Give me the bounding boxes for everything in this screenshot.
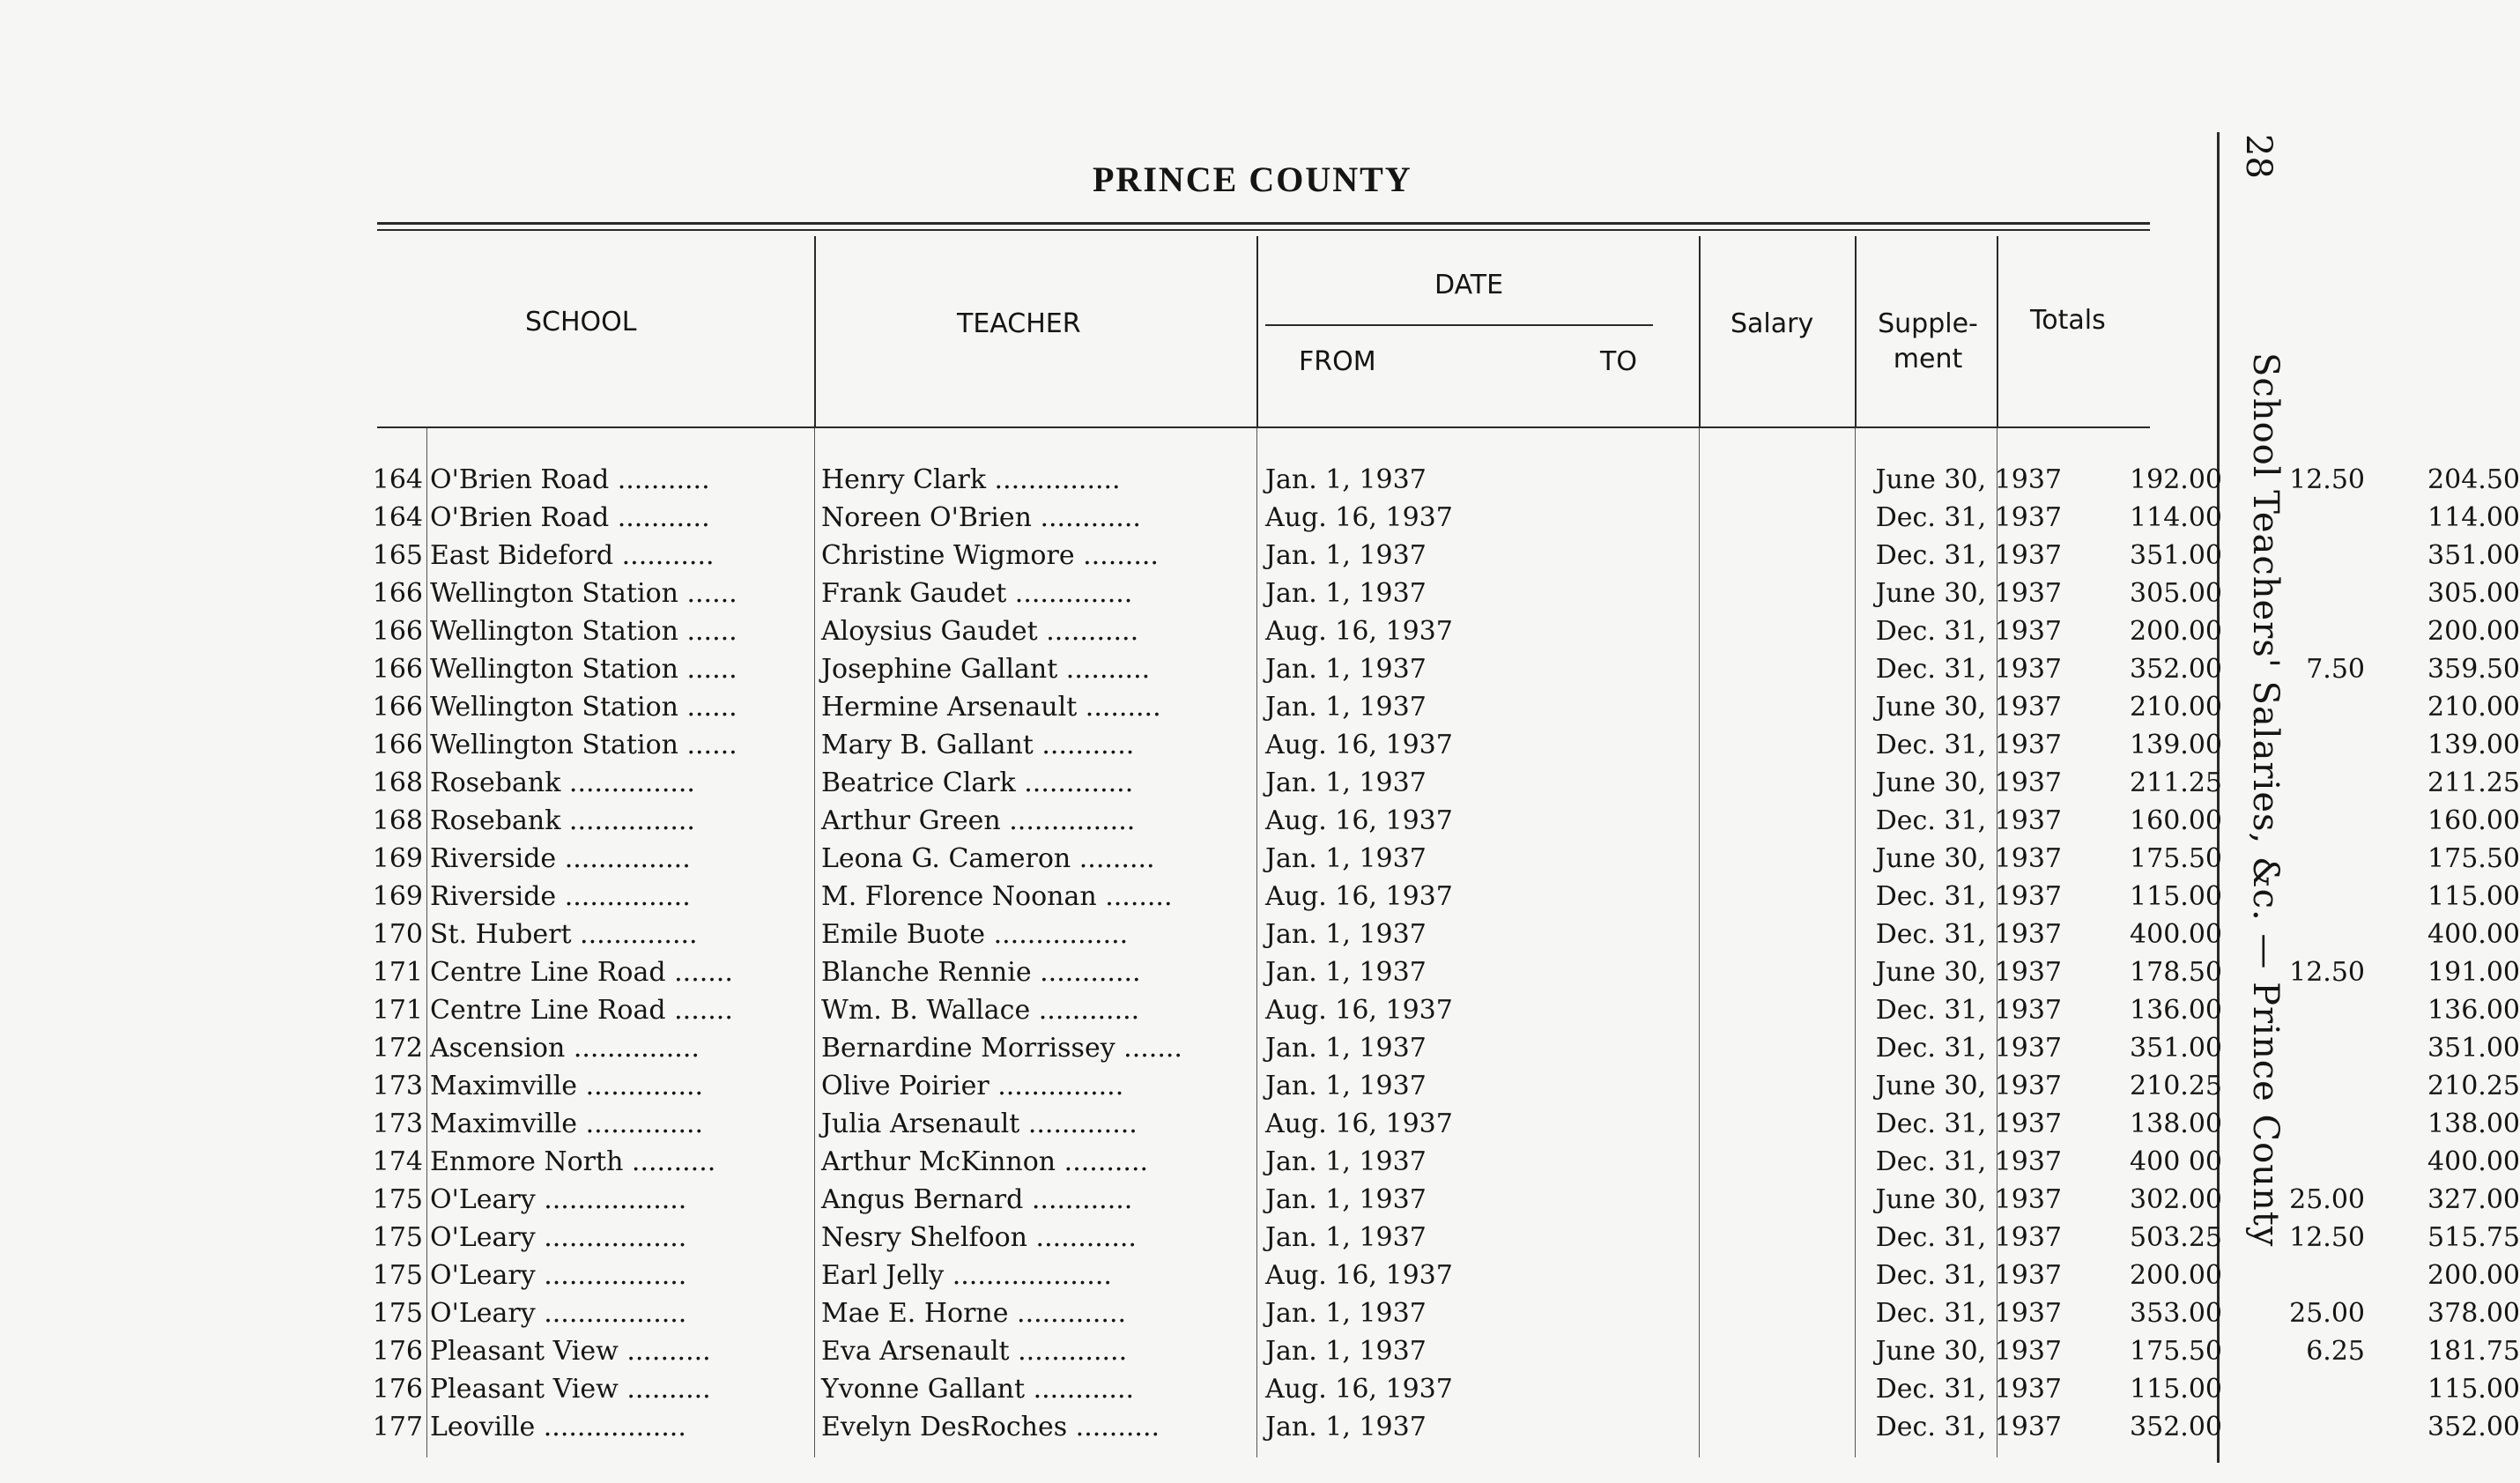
table-row [370, 1368, 2520, 1406]
salary-value: 139.00 [2130, 730, 2222, 760]
teacher-name: Angus Bernard ............ [821, 1184, 1133, 1215]
row-number: 169 [372, 881, 423, 912]
teacher-name: Olive Poirier ............... [821, 1071, 1124, 1101]
table-row [370, 838, 2520, 876]
date-to: Dec. 31, 1937 [1875, 1033, 2062, 1064]
date-from: Aug. 16, 1937 [1265, 1109, 1453, 1139]
date-to: June 30, 1937 [1875, 464, 2062, 495]
teacher-name: Leona G. Cameron ......... [821, 843, 1155, 874]
total-value: 200.00 [2427, 616, 2520, 647]
top-rule [377, 222, 2150, 225]
salary-value: 302.00 [2130, 1184, 2222, 1215]
header-divider [814, 236, 816, 428]
table-row [370, 1103, 2520, 1141]
date-from: Jan. 1, 1937 [1265, 540, 1427, 571]
school-name: O'Leary ................. [430, 1222, 687, 1253]
table-row [370, 1217, 2520, 1255]
date-to: Dec. 31, 1937 [1875, 1260, 2062, 1291]
supplement-value: 25.00 [2289, 1298, 2365, 1329]
header-teacher: TEACHER [957, 308, 1081, 339]
row-number: 174 [372, 1146, 423, 1177]
supplement-value: 6.25 [2306, 1336, 2365, 1367]
teacher-name: Aloysius Gaudet ........... [821, 616, 1139, 647]
total-value: 115.00 [2427, 881, 2520, 912]
row-number: 164 [372, 502, 423, 533]
date-to: Dec. 31, 1937 [1875, 730, 2062, 760]
teacher-name: Yvonne Gallant ............ [821, 1374, 1135, 1405]
date-to: Dec. 31, 1937 [1875, 1146, 2062, 1177]
table-row [370, 535, 2520, 573]
total-value: 515.75 [2427, 1222, 2520, 1253]
school-name: Pleasant View .......... [430, 1336, 711, 1367]
salary-value: 200.00 [2130, 616, 2222, 647]
row-number: 171 [372, 957, 423, 988]
date-to: Dec. 31, 1937 [1875, 1374, 2062, 1405]
date-to: Dec. 31, 1937 [1875, 502, 2062, 533]
teacher-name: Bernardine Morrissey ....... [821, 1033, 1182, 1064]
table-row [370, 1027, 2520, 1065]
teacher-name: Noreen O'Brien ............ [821, 502, 1141, 533]
salary-value: 352.00 [2130, 1412, 2222, 1442]
total-value: 204.50 [2427, 464, 2520, 495]
date-from: Aug. 16, 1937 [1265, 1374, 1453, 1405]
teacher-name: Blanche Rennie ............ [821, 957, 1141, 988]
row-number: 169 [372, 843, 423, 874]
total-value: 139.00 [2427, 730, 2520, 760]
teacher-name: M. Florence Noonan ........ [821, 881, 1173, 912]
salary-value: 351.00 [2130, 1033, 2222, 1064]
date-to: Dec. 31, 1937 [1875, 616, 2062, 647]
table-row [370, 952, 2520, 990]
teacher-name: Josephine Gallant .......... [821, 654, 1151, 685]
table-row [370, 1141, 2520, 1179]
header-supplement-line2: ment [1893, 344, 1963, 374]
date-to: Dec. 31, 1937 [1875, 805, 2062, 836]
row-number: 170 [372, 919, 423, 950]
total-value: 327.00 [2427, 1184, 2520, 1215]
salary-value: 115.00 [2130, 881, 2222, 912]
table-row [370, 762, 2520, 800]
header-totals: Totals [2030, 305, 2106, 336]
date-from: Jan. 1, 1937 [1265, 578, 1427, 609]
table-row [370, 1179, 2520, 1217]
salary-value: 160.00 [2130, 805, 2222, 836]
date-to: Dec. 31, 1937 [1875, 1109, 2062, 1139]
total-value: 400.00 [2427, 919, 2520, 950]
date-from: Jan. 1, 1937 [1265, 1146, 1427, 1177]
table-row [370, 459, 2520, 497]
school-name: Rosebank ............... [430, 767, 695, 798]
teacher-name: Wm. B. Wallace ............ [821, 995, 1140, 1026]
date-from: Jan. 1, 1937 [1265, 1336, 1427, 1367]
date-from: Jan. 1, 1937 [1265, 843, 1427, 874]
total-value: 181.75 [2427, 1336, 2520, 1367]
school-name: Maximville .............. [430, 1071, 704, 1101]
header-divider [1699, 236, 1701, 428]
salary-value: 192.00 [2130, 464, 2222, 495]
school-name: Riverside ............... [430, 843, 691, 874]
salary-value: 175.50 [2130, 843, 2222, 874]
row-number: 166 [372, 616, 423, 647]
school-name: St. Hubert .............. [430, 919, 698, 950]
date-from: Aug. 16, 1937 [1265, 805, 1453, 836]
date-to: Dec. 31, 1937 [1875, 995, 2062, 1026]
salary-value: 210.00 [2130, 692, 2222, 723]
total-value: 138.00 [2427, 1109, 2520, 1139]
date-from: Aug. 16, 1937 [1265, 995, 1453, 1026]
row-number: 166 [372, 578, 423, 609]
salary-value: 211.25 [2130, 767, 2222, 798]
date-to: Dec. 31, 1937 [1875, 881, 2062, 912]
total-value: 378.00 [2427, 1298, 2520, 1329]
salary-value: 305.00 [2130, 578, 2222, 609]
salary-value: 352.00 [2130, 654, 2222, 685]
date-to: Dec. 31, 1937 [1875, 1298, 2062, 1329]
salary-value: 400.00 [2130, 919, 2222, 950]
school-name: Centre Line Road ....... [430, 957, 733, 988]
teacher-name: Frank Gaudet .............. [821, 578, 1133, 609]
date-from: Jan. 1, 1937 [1265, 1033, 1427, 1064]
date-from: Jan. 1, 1937 [1265, 692, 1427, 723]
teacher-name: Nesry Shelfoon ............ [821, 1222, 1137, 1253]
school-name: Maximville .............. [430, 1109, 704, 1139]
row-number: 166 [372, 730, 423, 760]
school-name: Enmore North .......... [430, 1146, 716, 1177]
teacher-name: Julia Arsenault ............. [821, 1109, 1138, 1139]
supplement-value: 25.00 [2289, 1184, 2365, 1215]
total-value: 359.50 [2427, 654, 2520, 685]
table-row [370, 1065, 2520, 1103]
table-row [370, 1331, 2520, 1368]
row-number: 175 [372, 1260, 423, 1291]
date-from: Jan. 1, 1937 [1265, 1298, 1427, 1329]
total-value: 211.25 [2427, 767, 2520, 798]
row-number: 177 [372, 1412, 423, 1442]
salary-value: 178.50 [2130, 957, 2222, 988]
supplement-value: 12.50 [2289, 957, 2365, 988]
row-number: 175 [372, 1184, 423, 1215]
date-from: Aug. 16, 1937 [1265, 1260, 1453, 1291]
date-from: Aug. 16, 1937 [1265, 616, 1453, 647]
total-value: 210.00 [2427, 692, 2520, 723]
date-from: Aug. 16, 1937 [1265, 502, 1453, 533]
total-value: 305.00 [2427, 578, 2520, 609]
school-name: Ascension ............... [430, 1033, 700, 1064]
row-number: 166 [372, 654, 423, 685]
row-number: 171 [372, 995, 423, 1026]
row-number: 166 [372, 692, 423, 723]
date-to: Dec. 31, 1937 [1875, 654, 2062, 685]
salary-value: 115.00 [2130, 1374, 2222, 1405]
total-value: 400.00 [2427, 1146, 2520, 1177]
school-name: Pleasant View .......... [430, 1374, 711, 1405]
row-number: 168 [372, 767, 423, 798]
school-name: O'Leary ................. [430, 1298, 687, 1329]
date-from: Jan. 1, 1937 [1265, 957, 1427, 988]
header-divider [1256, 236, 1258, 428]
date-to: June 30, 1937 [1875, 957, 2062, 988]
school-name: O'Leary ................. [430, 1184, 687, 1215]
salary-value: 400 00 [2130, 1146, 2222, 1177]
date-from: Jan. 1, 1937 [1265, 1071, 1427, 1101]
school-name: Wellington Station ...... [430, 578, 737, 609]
table-row [370, 649, 2520, 686]
school-name: O'Brien Road ........... [430, 502, 710, 533]
row-number: 165 [372, 540, 423, 571]
date-from: Jan. 1, 1937 [1265, 1222, 1427, 1253]
date-under-rule [1265, 324, 1653, 326]
header-supplement [1859, 307, 1997, 377]
total-value: 136.00 [2427, 995, 2520, 1026]
header-divider [1997, 236, 1998, 428]
total-value: 351.00 [2427, 1033, 2520, 1064]
date-to: June 30, 1937 [1875, 692, 2062, 723]
salary-value: 114.00 [2130, 502, 2222, 533]
row-number: 176 [372, 1336, 423, 1367]
salary-value: 200.00 [2130, 1260, 2222, 1291]
row-number: 164 [372, 464, 423, 495]
header-salary: Salary [1731, 308, 1814, 339]
school-name: Wellington Station ...... [430, 730, 737, 760]
header-divider [1855, 236, 1857, 428]
school-name: Wellington Station ...... [430, 654, 737, 685]
header-date: DATE [1434, 270, 1504, 300]
table-row [370, 1255, 2520, 1293]
date-from: Jan. 1, 1937 [1265, 1184, 1427, 1215]
school-name: Leoville ................. [430, 1412, 686, 1442]
page-title: PRINCE COUNTY [1093, 159, 1412, 199]
school-name: O'Brien Road ........... [430, 464, 710, 495]
salary-value: 210.25 [2130, 1071, 2222, 1101]
header-school: SCHOOL [525, 307, 637, 337]
table-row [370, 990, 2520, 1027]
school-name: Centre Line Road ....... [430, 995, 733, 1026]
header-supplement-line1: Supple- [1878, 308, 1978, 339]
header-bottom-rule [377, 426, 2150, 428]
row-number: 175 [372, 1222, 423, 1253]
date-from: Jan. 1, 1937 [1265, 1412, 1427, 1442]
total-value: 352.00 [2427, 1412, 2520, 1442]
total-value: 200.00 [2427, 1260, 2520, 1291]
teacher-name: Arthur Green ............... [821, 805, 1136, 836]
table-row [370, 800, 2520, 838]
row-number: 176 [372, 1374, 423, 1405]
school-name: Wellington Station ...... [430, 616, 737, 647]
date-to: Dec. 31, 1937 [1875, 919, 2062, 950]
table-row [370, 573, 2520, 611]
table-row [370, 1406, 2520, 1444]
header-from: FROM [1299, 346, 1376, 377]
teacher-name: Evelyn DesRoches .......... [821, 1412, 1160, 1442]
school-name: Riverside ............... [430, 881, 691, 912]
row-number: 175 [372, 1298, 423, 1329]
teacher-name: Beatrice Clark ............. [821, 767, 1134, 798]
salary-value: 503.25 [2130, 1222, 2222, 1253]
teacher-name: Hermine Arsenault ......... [821, 692, 1161, 723]
table-row [370, 611, 2520, 649]
row-number: 173 [372, 1109, 423, 1139]
total-value: 175.50 [2427, 843, 2520, 874]
table-row [370, 914, 2520, 952]
supplement-value: 12.50 [2289, 464, 2365, 495]
top-rule-2 [377, 229, 2150, 231]
teacher-name: Mae E. Horne ............. [821, 1298, 1127, 1329]
school-name: East Bideford ........... [430, 540, 715, 571]
teacher-name: Christine Wigmore ......... [821, 540, 1159, 571]
row-number: 168 [372, 805, 423, 836]
teacher-name: Mary B. Gallant ........... [821, 730, 1135, 760]
teacher-name: Eva Arsenault ............. [821, 1336, 1128, 1367]
date-to: June 30, 1937 [1875, 767, 2062, 798]
date-to: June 30, 1937 [1875, 1336, 2062, 1367]
date-from: Aug. 16, 1937 [1265, 730, 1453, 760]
row-number: 172 [372, 1033, 423, 1064]
total-value: 210.25 [2427, 1071, 2520, 1101]
table-row [370, 724, 2520, 762]
date-to: June 30, 1937 [1875, 1184, 2062, 1215]
date-to: June 30, 1937 [1875, 578, 2062, 609]
total-value: 114.00 [2427, 502, 2520, 533]
table-row [370, 686, 2520, 724]
date-to: June 30, 1937 [1875, 843, 2062, 874]
date-from: Aug. 16, 1937 [1265, 881, 1453, 912]
teacher-name: Emile Buote ................ [821, 919, 1129, 950]
salary-value: 136.00 [2130, 995, 2222, 1026]
table-row [370, 876, 2520, 914]
teacher-name: Arthur McKinnon .......... [821, 1146, 1149, 1177]
school-name: O'Leary ................. [430, 1260, 687, 1291]
header-to: TO [1600, 346, 1637, 377]
total-value: 351.00 [2427, 540, 2520, 571]
date-from: Jan. 1, 1937 [1265, 654, 1427, 685]
supplement-value: 12.50 [2289, 1222, 2365, 1253]
date-to: Dec. 31, 1937 [1875, 1222, 2062, 1253]
table-row [370, 497, 2520, 535]
total-value: 191.00 [2427, 957, 2520, 988]
date-from: Jan. 1, 1937 [1265, 767, 1427, 798]
salary-value: 353.00 [2130, 1298, 2222, 1329]
teacher-name: Earl Jelly ................... [821, 1260, 1112, 1291]
teacher-name: Henry Clark ............... [821, 464, 1121, 495]
date-to: Dec. 31, 1937 [1875, 1412, 2062, 1442]
supplement-value: 7.50 [2306, 654, 2365, 685]
salary-value: 138.00 [2130, 1109, 2222, 1139]
row-number: 173 [372, 1071, 423, 1101]
school-name: Wellington Station ...... [430, 692, 737, 723]
total-value: 115.00 [2427, 1374, 2520, 1405]
total-value: 160.00 [2427, 805, 2520, 836]
salary-value: 175.50 [2130, 1336, 2222, 1367]
school-name: Rosebank ............... [430, 805, 695, 836]
page-number: 28 [2238, 134, 2279, 179]
date-to: June 30, 1937 [1875, 1071, 2062, 1101]
table-row [370, 1293, 2520, 1331]
running-head: School Teachers' Salaries, &c. — Prince County [2245, 352, 2286, 1248]
date-from: Jan. 1, 1937 [1265, 464, 1427, 495]
date-from: Jan. 1, 1937 [1265, 919, 1427, 950]
salary-value: 351.00 [2130, 540, 2222, 571]
date-to: Dec. 31, 1937 [1875, 540, 2062, 571]
